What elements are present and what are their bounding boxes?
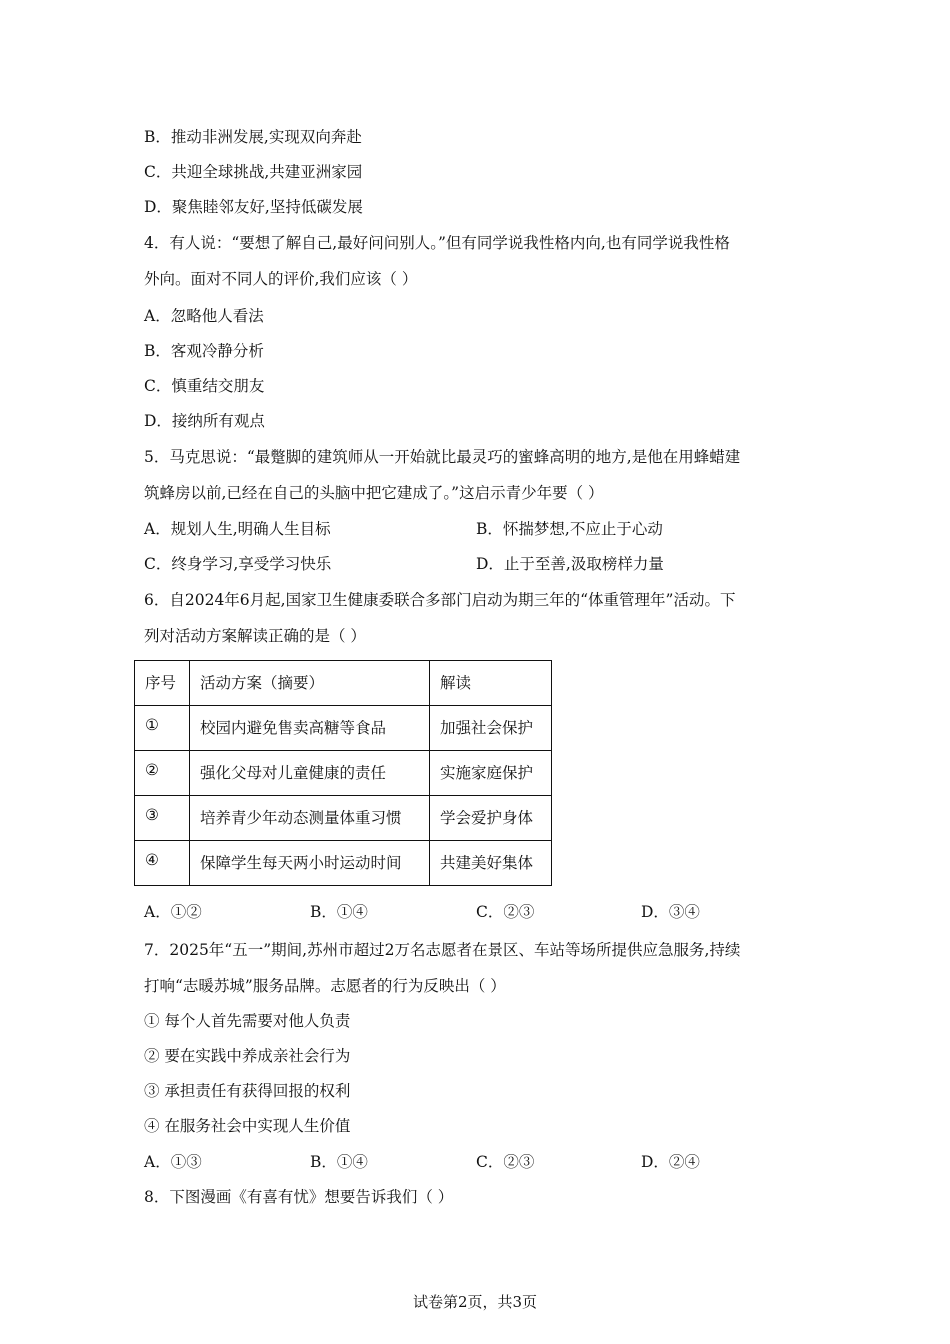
q7-option-a: A．①③ xyxy=(144,1153,202,1171)
q4-stem-line2: 外向。面对不同人的评价,我们应该（ ） xyxy=(144,270,418,288)
q3-option-c: C．共迎全球挑战,共建亚洲家园 xyxy=(144,163,363,181)
q5-option-d: D．止于至善,汲取榜样力量 xyxy=(476,555,664,573)
q7-statement-3: ③ 承担责任有获得回报的权利 xyxy=(144,1082,351,1100)
q5-stem-line2: 筑蜂房以前,已经在自己的头脑中把它建成了。”这启示青少年要（ ） xyxy=(144,484,604,502)
table-row xyxy=(135,706,552,751)
q4-option-a: A．忽略他人看法 xyxy=(144,307,264,325)
q7-stem-line1: 7．2025年“五一”期间,苏州市超过2万名志愿者在景区、车站等场所提供应急服务,持续 xyxy=(144,941,741,959)
q7-option-c: C．②③ xyxy=(476,1153,535,1171)
table-cell: 培养青少年动态测量体重习惯 xyxy=(190,796,430,841)
table-row xyxy=(135,796,552,841)
table-cell: 加强社会保护 xyxy=(430,706,552,751)
q5-option-b: B．怀揣梦想,不应止于心动 xyxy=(476,520,663,538)
q4-option-d: D．接纳所有观点 xyxy=(144,412,265,430)
table-cell: 实施家庭保护 xyxy=(430,751,552,796)
q3-option-d: D．聚焦睦邻友好,坚持低碳发展 xyxy=(144,198,363,216)
table-header-row xyxy=(135,661,552,706)
q7-statement-4: ④ 在服务社会中实现人生价值 xyxy=(144,1117,351,1135)
table-cell: 共建美好集体 xyxy=(430,841,552,886)
table-cell: ② xyxy=(135,751,190,796)
q5-option-a: A．规划人生,明确人生目标 xyxy=(144,520,331,538)
q6-option-a: A．①② xyxy=(144,903,202,921)
activity-plan-table xyxy=(134,660,552,886)
table-header-cell: 解读 xyxy=(430,661,552,706)
q6-stem-line2: 列对活动方案解读正确的是（ ） xyxy=(144,627,366,645)
q6-option-d: D．③④ xyxy=(641,903,700,921)
table-cell: 学会爱护身体 xyxy=(430,796,552,841)
q5-option-c: C．终身学习,享受学习快乐 xyxy=(144,555,332,573)
table-cell: 保障学生每天两小时运动时间 xyxy=(190,841,430,886)
q4-option-b: B．客观冷静分析 xyxy=(144,342,264,360)
q4-stem-line1: 4．有人说：“要想了解自己,最好问问别人。”但有同学说我性格内向,也有同学说我性格 xyxy=(144,234,730,252)
q3-option-b: B．推动非洲发展,实现双向奔赴 xyxy=(144,128,362,146)
table-header-cell: 序号 xyxy=(135,661,190,706)
q6-stem-line1: 6．自2024年6月起,国家卫生健康委联合多部门启动为期三年的“体重管理年”活动。下 xyxy=(144,591,736,609)
q8-stem: 8．下图漫画《有喜有忧》想要告诉我们（ ） xyxy=(144,1188,454,1206)
q7-stem-line2: 打响“志暖苏城”服务品牌。志愿者的行为反映出（ ） xyxy=(144,977,506,995)
table-cell: ④ xyxy=(135,841,190,886)
table-row xyxy=(135,841,552,886)
q5-stem-line1: 5．马克思说：“最蹩脚的建筑师从一开始就比最灵巧的蜜蜂高明的地方,是他在用蜂蜡建 xyxy=(144,448,741,466)
table-header-cell: 活动方案（摘要） xyxy=(190,661,430,706)
q6-option-b: B．①④ xyxy=(310,903,368,921)
q7-statement-1: ① 每个人首先需要对他人负责 xyxy=(144,1012,351,1030)
q7-statement-2: ② 要在实践中养成亲社会行为 xyxy=(144,1047,351,1065)
table-cell: 校园内避免售卖高糖等食品 xyxy=(190,706,430,751)
table-cell: ③ xyxy=(135,796,190,841)
table-cell: 强化父母对儿童健康的责任 xyxy=(190,751,430,796)
q7-option-b: B．①④ xyxy=(310,1153,368,1171)
table-row xyxy=(135,751,552,796)
table-cell: ① xyxy=(135,706,190,751)
q6-option-c: C．②③ xyxy=(476,903,535,921)
page-footer: 试卷第2页，共3页 xyxy=(412,1293,538,1311)
q7-option-d: D．②④ xyxy=(641,1153,700,1171)
q4-option-c: C．慎重结交朋友 xyxy=(144,377,265,395)
